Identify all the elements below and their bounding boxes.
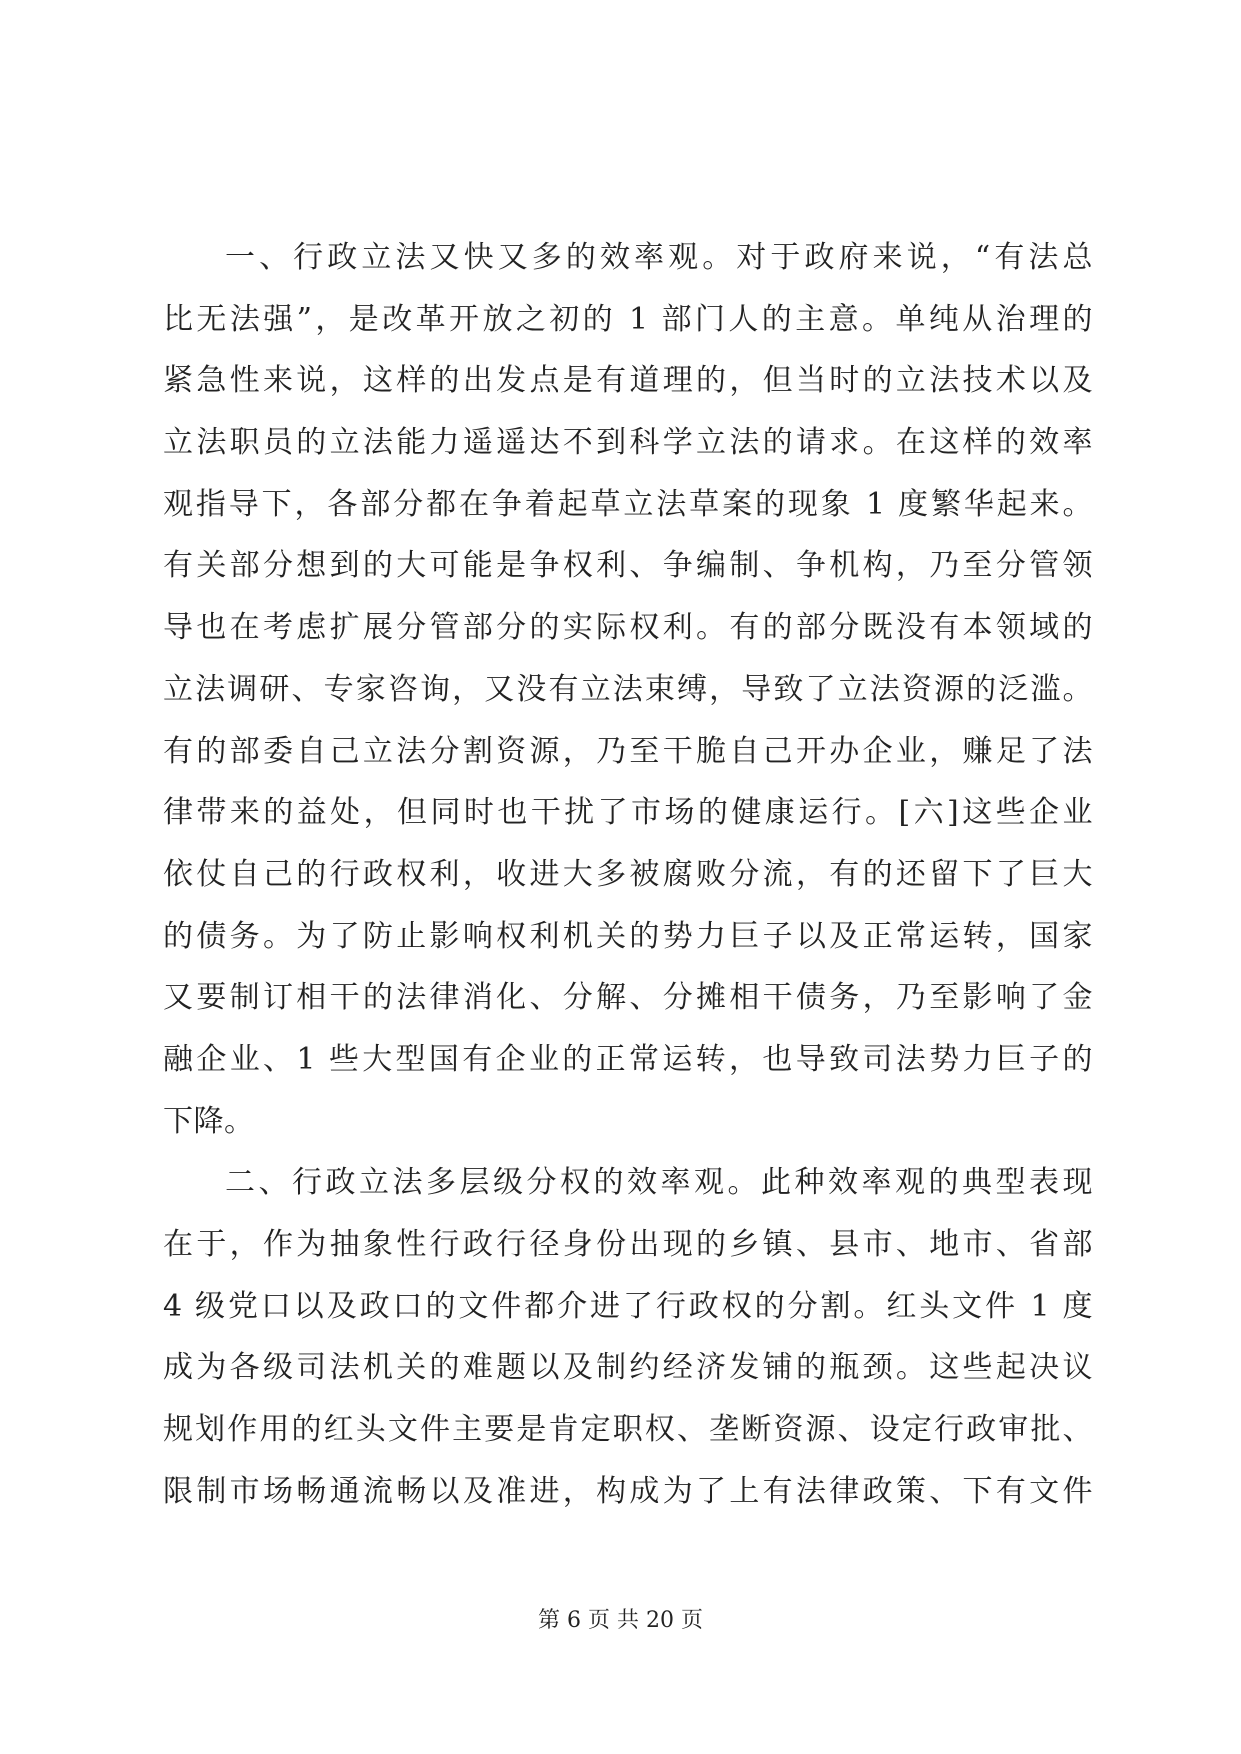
text-line: 导也在考虑扩展分管部分的实际权利。有的部分既没有本领域的 [163,610,1093,646]
text-line: 4 级党口以及政口的文件都介进了行政权的分割。红头文件 1 度 [163,1288,1093,1324]
text-line: 下降。 [163,1103,255,1139]
page-footer [0,1606,1241,1636]
text-line: 又要制订相干的法律消化、分解、分摊相干债务，乃至影响了金 [163,980,1093,1016]
text-line: 二、行政立法多层级分权的效率观。此种效率观的典型表现 [225,1165,1093,1201]
text-line: 规划作用的红头文件主要是肯定职权、垄断资源、设定行政审批、 [163,1412,1093,1448]
text-line: 观指导下，各部分都在争着起草立法草案的现象 1 度繁华起来。 [163,486,1093,522]
body-text [163,227,1093,1522]
text-line: 立法职员的立法能力遥遥达不到科学立法的请求。在这样的效率 [163,425,1093,461]
text-line: 比无法强”，是改革开放之初的 1 部门人的主意。单纯从治理的 [163,301,1093,337]
page-number-label: 第 6 页 共 20 页 [538,1608,703,1633]
text-line: 成为各级司法机关的难题以及制约经济发铺的瓶颈。这些起决议 [163,1350,1093,1386]
text-line: 限制市场畅通流畅以及准进，构成为了上有法律政策、下有文件 [163,1473,1093,1509]
text-line: 紧急性来说，这样的出发点是有道理的，但当时的立法技术以及 [163,363,1093,399]
text-line: 的债务。为了防止影响权利机关的势力巨子以及正常运转，国家 [163,918,1093,954]
text-line: 律带来的益处，但同时也干扰了市场的健康运行。[六]这些企业 [163,795,1093,831]
text-line: 在于，作为抽象性行政行径身份出现的乡镇、县市、地市、省部 [163,1227,1093,1262]
text-line: 有的部委自己立法分割资源，乃至干脆自己开办企业，赚足了法 [163,733,1093,769]
text-line: 融企业、1 些大型国有企业的正常运转，也导致司法势力巨子的 [163,1041,1093,1077]
text-line: 立法调研、专家咨询，又没有立法束缚，导致了立法资源的泛滥。 [163,671,1093,707]
text-line: 依仗自己的行政权利，收进大多被腐败分流，有的还留下了巨大 [163,856,1093,892]
text-line: 一、行政立法又快又多的效率观。对于政府来说，“有法总 [225,240,1093,275]
text-line: 有关部分想到的大可能是争权利、争编制、争机构，乃至分管领 [163,548,1093,584]
